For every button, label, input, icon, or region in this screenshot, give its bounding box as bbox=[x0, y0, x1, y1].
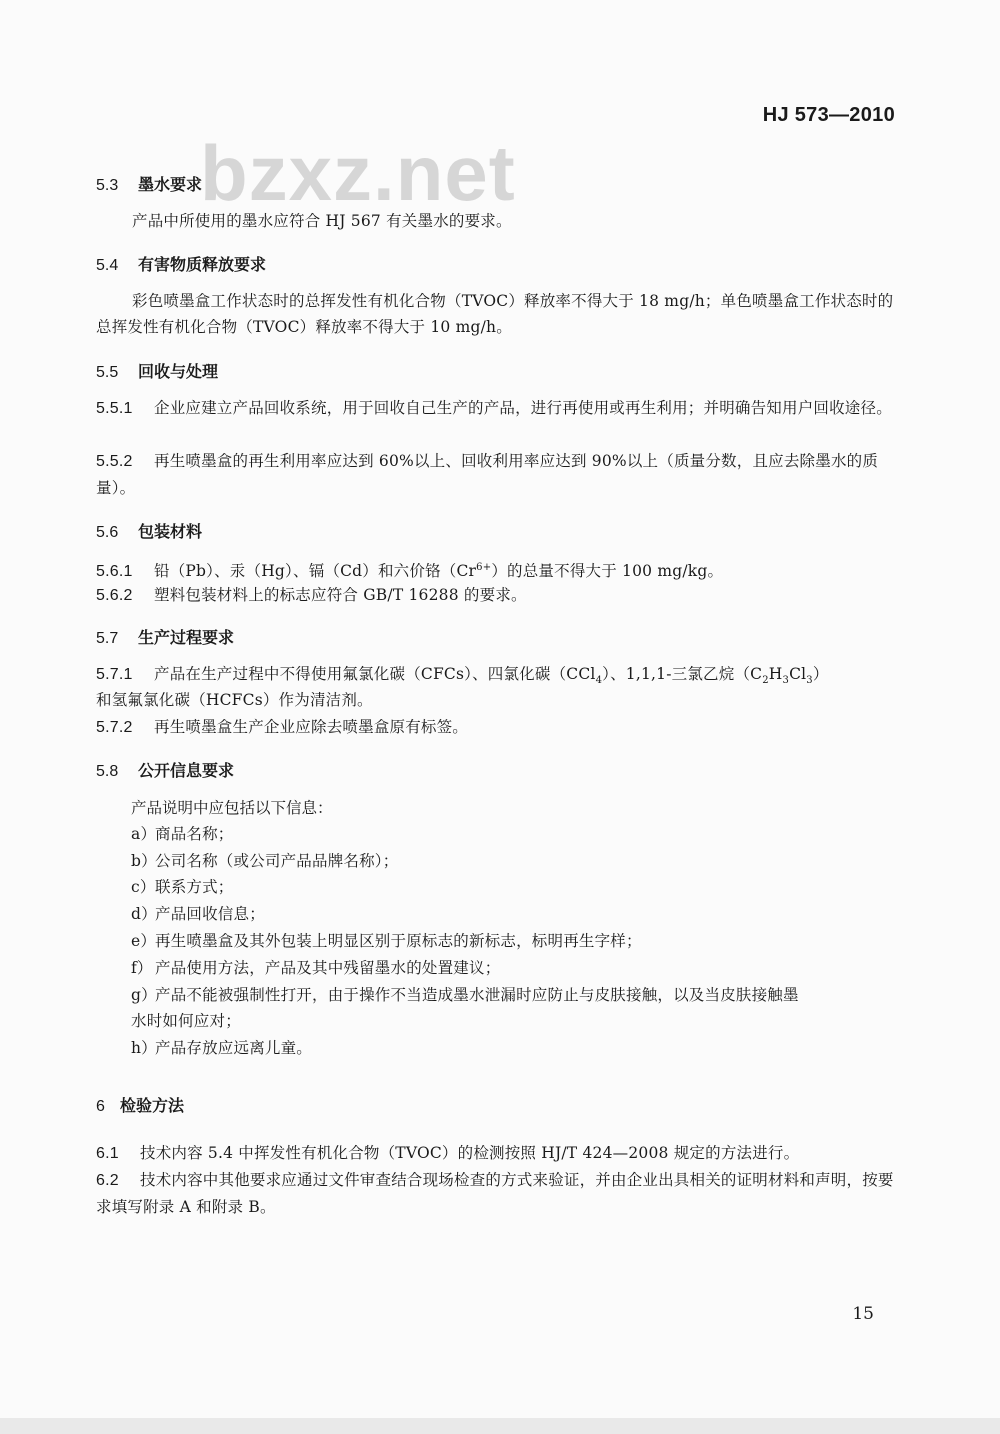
clause-text-e: ） bbox=[812, 665, 829, 683]
subscript: 3 bbox=[782, 675, 790, 687]
list-item bbox=[131, 874, 896, 900]
list-marker: e） bbox=[131, 932, 157, 950]
paragraph-5-6-2 bbox=[96, 582, 896, 609]
clause-text: 技术内容 5.4 中挥发性有机化合物（TVOC）的检测按照 HJ/T 424—2008 规定的方法进行。 bbox=[140, 1144, 800, 1162]
section-number: 5.8 bbox=[96, 763, 119, 780]
clause-text-c: H bbox=[768, 665, 783, 683]
list-marker: h） bbox=[131, 1039, 157, 1057]
clause-text: 塑料包装材料上的标志应符合 GB/T 16288 的要求。 bbox=[154, 586, 527, 604]
list-item bbox=[131, 928, 896, 954]
clause-number: 5.5.1 bbox=[96, 400, 133, 417]
list-marker: a） bbox=[131, 825, 157, 843]
watermark: bzxz.net bbox=[200, 129, 516, 217]
list-marker: g） bbox=[131, 986, 157, 1004]
superscript: 6+ bbox=[476, 562, 492, 573]
list-text: 联系方式； bbox=[155, 878, 234, 896]
section-number: 5.5 bbox=[96, 364, 119, 381]
list-item bbox=[131, 982, 896, 1008]
section-title: 公开信息要求 bbox=[138, 761, 235, 780]
section-heading-5-6 bbox=[96, 519, 202, 542]
clause-text-b: ）的总量不得大于 100 mg/kg。 bbox=[491, 562, 724, 581]
section-title: 生产过程要求 bbox=[138, 628, 235, 647]
paragraph-6-2 bbox=[96, 1167, 896, 1220]
list-text: 产品不能被强制性打开，由于操作不当造成墨水泄漏时应防止与皮肤接触，以及当皮肤接触墨 bbox=[155, 986, 799, 1004]
section-heading-5-3 bbox=[96, 172, 202, 195]
page-number: 15 bbox=[852, 1304, 874, 1324]
list-text: 再生喷墨盒及其外包装上明显区别于原标志的新标志，标明再生字样； bbox=[155, 932, 642, 950]
paragraph-5-6-1 bbox=[96, 555, 896, 585]
list-item bbox=[131, 1035, 896, 1061]
list-item bbox=[131, 955, 896, 981]
clause-number: 6.1 bbox=[96, 1145, 119, 1162]
clause-number: 6.2 bbox=[96, 1172, 119, 1189]
list-text: 公司名称（或公司产品品牌名称）； bbox=[155, 852, 399, 870]
subscript: 3 bbox=[806, 675, 813, 687]
paragraph-5-5-1 bbox=[96, 395, 896, 422]
list-text: 产品使用方法，产品及其中残留墨水的处置建议； bbox=[155, 959, 501, 977]
section-number: 5.7 bbox=[96, 630, 119, 647]
subscript: 4 bbox=[595, 675, 603, 687]
section-number: 6 bbox=[96, 1098, 105, 1115]
section-title: 有害物质释放要求 bbox=[138, 255, 267, 274]
clause-number: 5.7.1 bbox=[96, 666, 133, 683]
paragraph-5-4: 彩色喷墨盒工作状态时的总挥发性有机化合物（TVOC）释放率不得大于 18 mg/h；单色喷墨盒工作状态时的总挥发性有机化合物（TVOC）释放率不得大于 10 mg/h。 bbox=[96, 292, 894, 336]
list-text: 商品名称； bbox=[155, 825, 234, 843]
bottom-strip bbox=[0, 1418, 1000, 1434]
clause-text-d: Cl bbox=[789, 665, 807, 683]
list-marker: c） bbox=[131, 878, 156, 896]
clause-text: 再生喷墨盒生产企业应除去喷墨盒原有标签。 bbox=[154, 718, 469, 736]
clause-number: 5.6.2 bbox=[96, 587, 133, 604]
section-heading-5-7 bbox=[96, 625, 234, 648]
clause-number: 5.7.2 bbox=[96, 719, 133, 736]
paragraph-6-1 bbox=[96, 1140, 896, 1167]
list-item-continuation: 水时如何应对； bbox=[131, 1012, 241, 1030]
paragraph-5-7-2 bbox=[96, 714, 896, 741]
clause-text: 再生喷墨盒的再生利用率应达到 60%以上、回收利用率应达到 90%以上（质量分数，且应去除墨水的质量）。 bbox=[96, 452, 879, 497]
list-marker: b） bbox=[131, 852, 157, 870]
clause-text-b: ）、1,1,1-三氯乙烷（C bbox=[602, 665, 763, 683]
paragraph-5-7-1-cont: 和氢氟氯化碳（HCFCs）作为清洁剂。 bbox=[96, 691, 373, 709]
section-number: 5.6 bbox=[96, 524, 119, 541]
clause-text: 企业应建立产品回收系统，用于回收自己生产的产品，进行再使用或再生利用；并明确告知用户回收途径。 bbox=[154, 399, 892, 417]
list-item bbox=[131, 821, 896, 847]
section-title: 检验方法 bbox=[120, 1096, 185, 1115]
clause-number: 5.6.1 bbox=[96, 563, 133, 581]
list-intro: 产品说明中应包括以下信息： bbox=[131, 799, 333, 817]
section-heading-6 bbox=[96, 1093, 184, 1116]
list-item bbox=[131, 901, 896, 927]
list-text: 产品存放应远离儿童。 bbox=[155, 1039, 313, 1057]
section-title: 回收与处理 bbox=[138, 362, 219, 381]
clause-text-a: 产品在生产过程中不得使用氟氯化碳（CFCs）、四氯化碳（CCl bbox=[154, 665, 596, 683]
section-title: 包装材料 bbox=[138, 522, 203, 541]
section-heading-5-8 bbox=[96, 758, 234, 781]
section-heading-5-5 bbox=[96, 359, 218, 382]
paragraph-5-3: 产品中所使用的墨水应符合 HJ 567 有关墨水的要求。 bbox=[132, 212, 512, 230]
list-text: 产品回收信息； bbox=[155, 905, 265, 923]
section-heading-5-4 bbox=[96, 252, 266, 275]
section-number: 5.3 bbox=[96, 177, 119, 194]
list-item bbox=[131, 848, 896, 874]
paragraph-5-5-2 bbox=[96, 448, 896, 501]
subscript: 2 bbox=[762, 675, 769, 687]
clause-text: 技术内容中其他要求应通过文件审查结合现场检查的方式来验证，并由企业出具相关的证明材料和声明，按要求填写附录 A 和附录 B。 bbox=[96, 1171, 894, 1216]
standard-number: HJ 573—2010 bbox=[762, 104, 895, 126]
clause-text-a: 铅（Pb）、汞（Hg）、镉（Cd）和六价铬（Cr bbox=[154, 562, 477, 581]
section-number: 5.4 bbox=[96, 257, 119, 274]
clause-number: 5.5.2 bbox=[96, 453, 133, 470]
list-marker: d） bbox=[131, 905, 157, 923]
list-marker: f） bbox=[131, 959, 153, 977]
section-title: 墨水要求 bbox=[138, 175, 203, 194]
